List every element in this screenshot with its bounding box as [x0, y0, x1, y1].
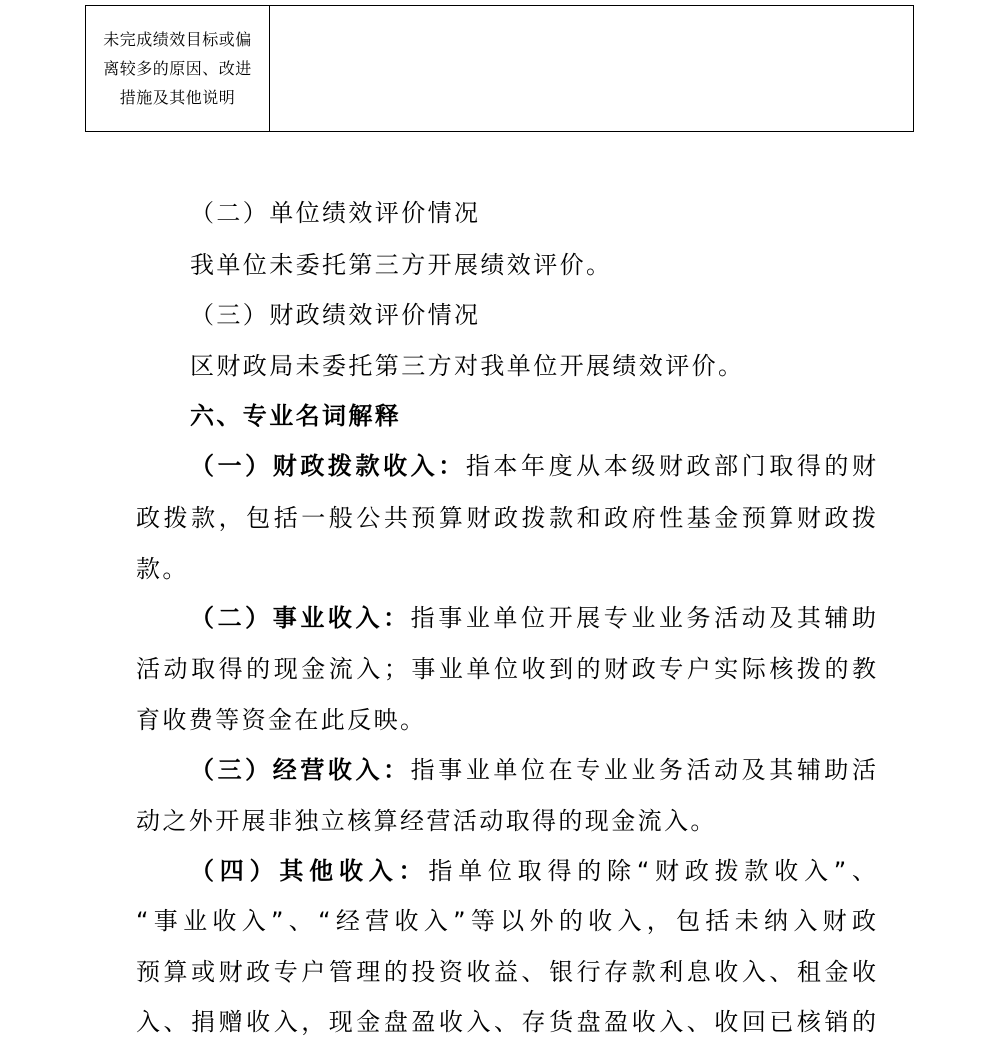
term-4-line-3: 预算或财政专户管理的投资收益、银行存款利息收入、租金收: [136, 958, 876, 986]
remarks-value-cell: [270, 6, 913, 131]
term-1-name: （一）财政拨款收入：: [190, 452, 466, 480]
term-4-line-2: “事业收入”、“经营收入”等以外的收入，包括未纳入财政: [136, 907, 876, 935]
section-3-heading: （三）财政绩效评价情况: [190, 301, 481, 329]
term-4-name: （四）其他收入：: [190, 857, 429, 885]
remarks-label-line-2: 离较多的原因、改进: [103, 59, 252, 78]
term-3-first-line: [190, 754, 876, 786]
term-3-line-2: 动之外开展非独立核算经营活动取得的现金流入。: [136, 807, 717, 835]
section-3-body: 区财政局未委托第三方对我单位开展绩效评价。: [190, 352, 745, 380]
term-2-line-3: 育收费等资金在此反映。: [136, 706, 427, 734]
term-2-first-line: [190, 602, 876, 634]
term-4-definition-start: 指单位取得的除“财政拨款收入”、: [428, 857, 876, 885]
term-2-line-2: 活动取得的现金流入；事业单位收到的财政专户实际核拨的教: [136, 655, 876, 683]
term-4-line-4: 入、捐赠收入，现金盘盈收入、存货盘盈收入、收回已核销的: [136, 1008, 876, 1036]
chapter-6-heading: 六、专业名词解释: [190, 402, 402, 430]
term-2-name: （二）事业收入：: [190, 604, 411, 632]
term-1-first-line: [190, 450, 876, 482]
term-1-line-2: 政拨款，包括一般公共预算财政拨款和政府性基金预算财政拨: [136, 504, 876, 532]
term-3-definition-start: 指事业单位在专业业务活动及其辅助活: [410, 756, 877, 784]
term-1-definition-start: 指本年度从本级财政部门取得的财: [465, 452, 877, 480]
term-2-definition-start: 指事业单位开展专业业务活动及其辅助: [410, 604, 877, 632]
term-1-line-3: 款。: [136, 555, 189, 583]
term-4-first-line: [190, 855, 876, 887]
remarks-label-line-1: 未完成绩效目标或偏: [103, 30, 252, 49]
remarks-label-line-3: 措施及其他说明: [119, 88, 236, 107]
term-3-name: （三）经营收入：: [190, 756, 411, 784]
remarks-table: [85, 5, 914, 132]
section-2-body: 我单位未委托第三方开展绩效评价。: [190, 251, 613, 279]
section-2-heading: （二）单位绩效评价情况: [190, 199, 481, 227]
remarks-label-cell: [86, 6, 270, 131]
